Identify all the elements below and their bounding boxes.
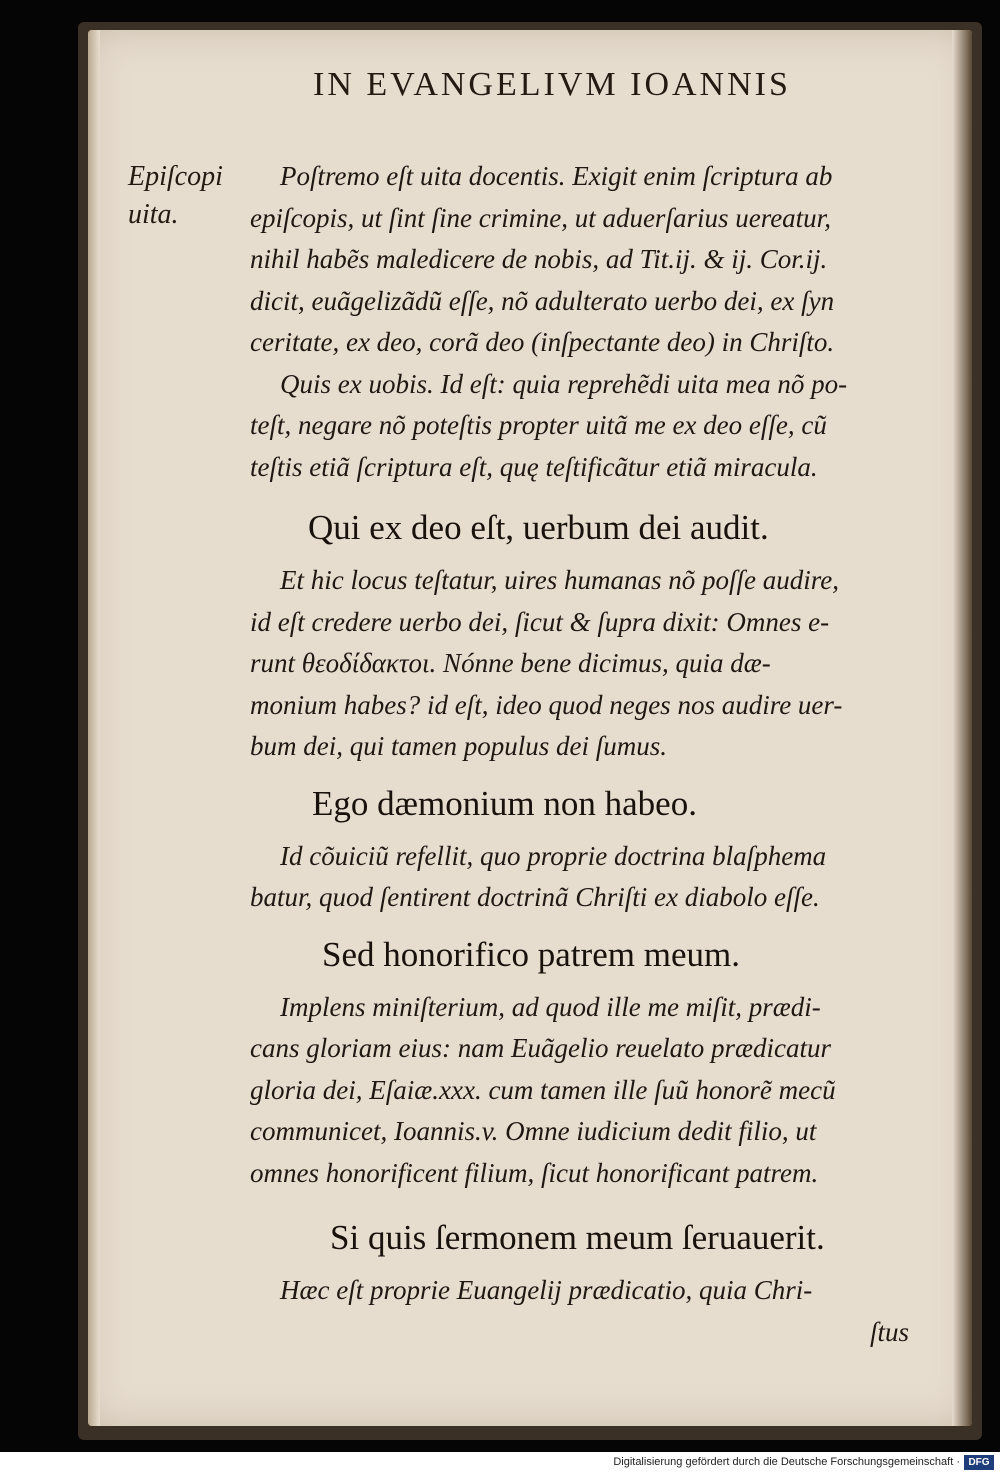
lemma-heading: Sed honorifico patrem meum. xyxy=(322,934,740,974)
margin-note-line: Epiſcopi xyxy=(128,161,223,192)
dfg-logo-icon: DFG xyxy=(964,1455,994,1470)
text-line: monium habes? id eſt, ideo quod neges nos audire uer- xyxy=(250,689,843,720)
text-line: id eſt credere uerbo dei, ſicut & ſupra dixit: Omnes e- xyxy=(250,606,830,637)
text-line: bum dei, qui tamen populus dei ſumus. xyxy=(250,731,667,761)
digitization-footer xyxy=(0,1452,1000,1475)
catchword: ſtus xyxy=(870,1316,910,1347)
lemma-heading: Ego dæmonium non habeo. xyxy=(312,783,697,823)
funding-notice: Digitalisierung gefördert durch die Deutsche Forschungsgemeinschaft · xyxy=(613,1456,960,1468)
text-line: ceritate, ex deo, corã deo (inſpectante deo) in Chriſto. xyxy=(250,327,835,357)
text-line: Et hic locus teſtatur, uires humanas nõ poſſe audire, xyxy=(280,565,839,595)
text-line: cans gloriam eius: nam Euãgelio reuelato prædicatur xyxy=(250,1033,831,1063)
text-line: gloria dei, Eſaiæ.xxx. cum tamen ille ſuũ honorẽ mecũ xyxy=(250,1074,836,1105)
lemma-heading: Si quis ſermonem meum ſeruauerit. xyxy=(330,1218,825,1257)
margin-note-line: uita. xyxy=(128,199,179,230)
text-line: omnes honorificent filium, ſicut honorificant patrem. xyxy=(250,1157,819,1188)
text-line: dicit, euãgelizãdũ eſſe, nõ adulterato uerbo dei, ex ſyn xyxy=(250,285,835,316)
book-page xyxy=(88,30,972,1426)
text-line: runt θεοδίδακτοι. Nónne bene dicimus, quia dæ- xyxy=(250,648,771,678)
text-line: communicet, Ioannis.v. Omne iudicium dedit filio, ut xyxy=(250,1116,817,1146)
page-gutter xyxy=(88,30,100,1426)
body-text xyxy=(250,112,940,1353)
text-line: Implens miniſterium, ad quod ille me miſit, prædi- xyxy=(280,991,821,1022)
text-line: teſtis etiã ſcriptura eſt, quę teſtificãtur etiã miracula. xyxy=(250,451,818,482)
text-line: Hæc eſt proprie Euangelij prædicatio, quia Chri- xyxy=(280,1275,813,1305)
text-line: Id cõuiciũ refellit, quo proprie doctrina blaſphema xyxy=(280,840,827,871)
running-head: IN EVANGELIVM IOANNIS xyxy=(313,66,791,103)
text-line: teſt, negare nõ poteſtis propter uitã me ex deo eſſe, cũ xyxy=(250,410,827,440)
lemma-heading: Qui ex deo eſt, uerbum dei audit. xyxy=(308,508,769,547)
text-line: Quis ex uobis. Id eſt: quia reprehẽdi uita mea nõ po- xyxy=(280,368,848,399)
text-line: epiſcopis, ut ſint ſine crimine, ut aduerſarius uereatur, xyxy=(250,202,831,233)
text-line: Poſtremo eſt uita docentis. Exigit enim ſcriptura ab xyxy=(280,161,833,191)
text-line: batur, quod ſentirent doctrinã Chriſti ex diabolo eſſe. xyxy=(250,882,820,912)
text-line: nihil habẽs maledicere de nobis, ad Tit.ij. & ij. Cor.ij. xyxy=(250,244,828,274)
margin-note xyxy=(128,158,248,234)
page-edge xyxy=(952,30,972,1426)
